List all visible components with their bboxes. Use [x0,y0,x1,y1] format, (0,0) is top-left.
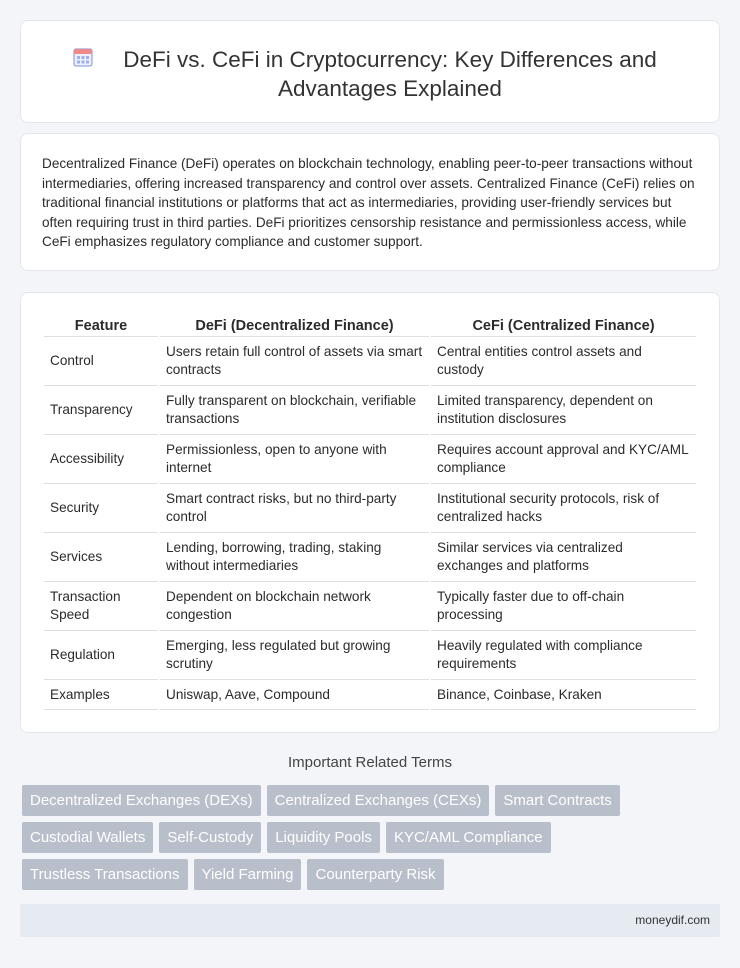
related-term-tag[interactable]: Centralized Exchanges (CEXs) [267,785,490,816]
related-terms-list [22,785,722,890]
table-row [44,435,696,484]
cefi-cell: Typically faster due to off-chain processing [431,582,696,631]
footer [20,904,720,937]
table-row [44,386,696,435]
intro-paragraph: Decentralized Finance (DeFi) operates on blockchain technology, enabling peer-to-peer transactions without intermediaries, offering increased transparency and control over assets. Centralized Finance (CeFi) relies on traditional financial institutions or platforms that act as intermediaries, providing user-friendly services but often requiring trust in third parties. DeFi prioritizes censorship resistance and permissionless access, while CeFi emphasizes regulatory compliance and customer support. [42,156,695,250]
defi-cell: Emerging, less regulated but growing scrutiny [160,631,429,680]
table-header-row [44,315,696,337]
header-feature: Feature [44,315,158,337]
related-term-tag[interactable]: Yield Farming [194,859,302,890]
cefi-cell: Central entities control assets and custody [431,337,696,386]
cefi-cell: Binance, Coinbase, Kraken [431,680,696,710]
feature-cell: Accessibility [44,435,158,484]
table-row [44,680,696,710]
page-title: DeFi vs. CeFi in Cryptocurrency: Key Differences and Advantages Explained [123,47,657,101]
defi-cell: Fully transparent on blockchain, verifiable transactions [160,386,429,435]
comparison-card [20,292,720,733]
cefi-cell: Requires account approval and KYC/AML compliance [431,435,696,484]
header-defi: DeFi (Decentralized Finance) [160,315,429,337]
header-cefi: CeFi (Centralized Finance) [431,315,696,337]
feature-cell: Security [44,484,158,533]
table-row [44,582,696,631]
related-term-tag[interactable]: Self-Custody [159,822,261,853]
defi-cell: Dependent on blockchain network congestion [160,582,429,631]
comparison-table [42,315,698,710]
feature-cell: Regulation [44,631,158,680]
table-row [44,631,696,680]
related-term-tag[interactable]: Liquidity Pools [267,822,380,853]
intro-card [20,133,720,271]
related-term-tag[interactable]: Counterparty Risk [307,859,443,890]
feature-cell: Services [44,533,158,582]
cefi-cell: Heavily regulated with compliance requirements [431,631,696,680]
related-term-tag[interactable]: Decentralized Exchanges (DEXs) [22,785,261,816]
table-row [44,533,696,582]
feature-cell: Transparency [44,386,158,435]
cefi-cell: Similar services via centralized exchanges and platforms [431,533,696,582]
defi-cell: Users retain full control of assets via smart contracts [160,337,429,386]
related-terms-heading: Important Related Terms [288,754,452,771]
related-term-tag[interactable]: Trustless Transactions [22,859,188,890]
footer-site[interactable]: moneydif.com [635,913,710,927]
related-term-tag[interactable]: KYC/AML Compliance [386,822,551,853]
defi-cell: Lending, borrowing, trading, staking without intermediaries [160,533,429,582]
table-row [44,484,696,533]
feature-cell: Control [44,337,158,386]
related-term-tag[interactable]: Smart Contracts [495,785,619,816]
table-row [44,337,696,386]
cefi-cell: Limited transparency, dependent on institution disclosures [431,386,696,435]
related-term-tag[interactable]: Custodial Wallets [22,822,153,853]
feature-cell: Transaction Speed [44,582,158,631]
feature-cell: Examples [44,680,158,710]
defi-cell: Uniswap, Aave, Compound [160,680,429,710]
defi-cell: Permissionless, open to anyone with internet [160,435,429,484]
defi-cell: Smart contract risks, but no third-party control [160,484,429,533]
cefi-cell: Institutional security protocols, risk of centralized hacks [431,484,696,533]
title-card [20,20,720,123]
